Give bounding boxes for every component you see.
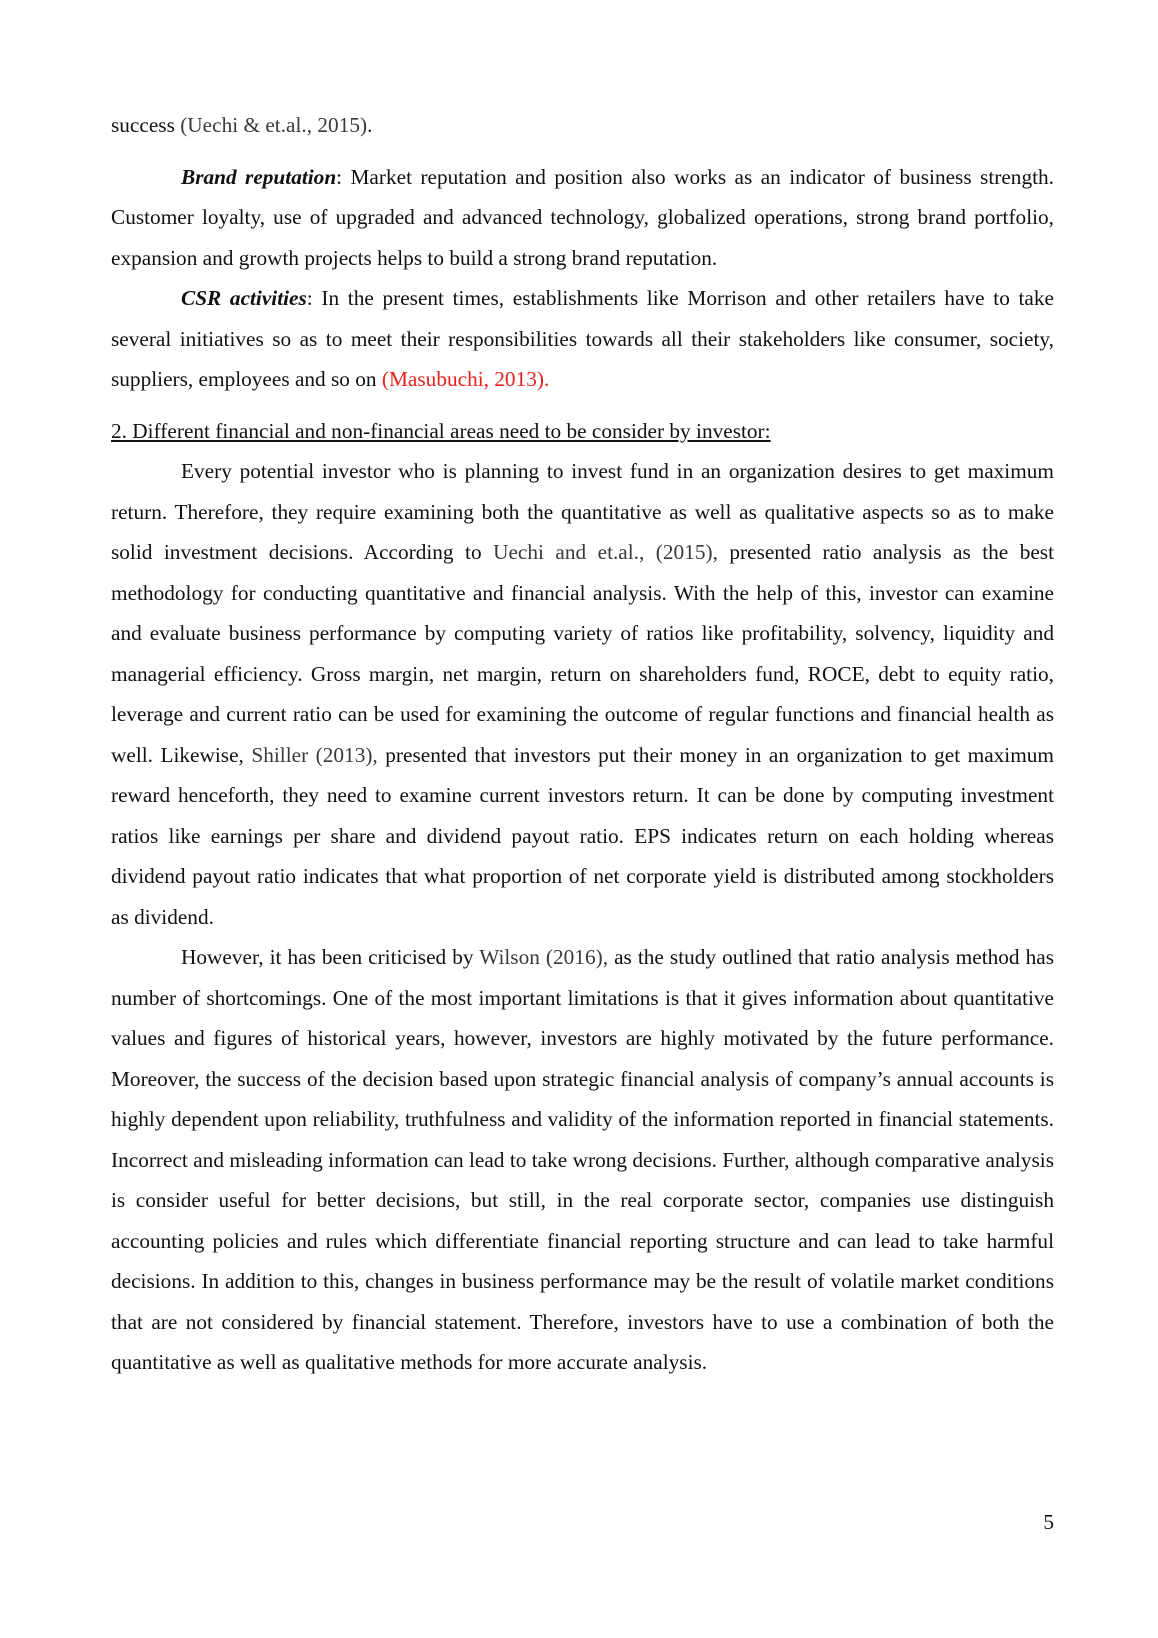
paragraph-continuation [111,105,1054,146]
paragraph-investor-analysis [111,451,1054,937]
paragraph-ratio-limitations [111,937,1054,1383]
paragraph-text: Every potential investor who is planning to invest fund in an organization desires to get maximum return. Therefore, they require examining both the quantitative as well as qualitative aspects so as to make solid investment decisions. According to [111,459,1054,564]
page-number: 5 [1043,1510,1054,1534]
citation: Shiller (2013), [251,742,378,767]
citation: Uechi and et.al., (2015), [493,540,718,564]
paragraph-text: presented that investors put their money in an organization to get maximum reward henceforth, they need to examine current investors return. It can be done by computing investment ratios like earnings per share and dividend payout ratio. EPS indicates return on each holding whereas dividend payout ratio indicates that what proportion of net corporate yield is distributed among stockholders as dividend. [111,742,1055,929]
paragraph-text: as the study outlined that ratio analysis method has number of shortcomings. One of the most important limitations is that it gives information about quantitative values and figures of historical years, however, investors are highly motivated by the future performance. Moreover, the success of the decision based upon strategic financial analysis of company’s annual accounts is highly dependent upon reliability, truthfulness and validity of the information reported in financial statements. Incorrect and misleading information can lead to take wrong decisions. Further, although comparative analysis is consider useful for better decisions, but still, in the real corporate sector, companies use distinguish accounting policies and rules which differentiate financial reporting structure and can lead to take harmful decisions. In addition to this, changes in business performance may be the result of volatile market conditions that are not considered by financial statement. Therefore, investors have to use a combination of both the quantitative as well as qualitative methods for more accurate analysis. [111,945,1055,1374]
citation: (Masubuchi, 2013). [381,367,550,391]
paragraph-text: . [367,113,373,137]
citation: Wilson (2016), [479,945,609,969]
paragraph-text: : Market reputation and position also works as an indicator of business strength. Customer loyalty, use of upgraded and advanced technology, globalized operations, strong brand portfolio, expansion and growth projects helps to build a strong brand reputation. [111,164,1054,270]
section-heading: 2. Different financial and non-financial areas need to be consider by investor: [111,418,771,443]
paragraph-text: success [111,113,181,137]
term-label: Brand reputation [181,164,337,189]
paragraph-csr-activities [111,278,1054,400]
document-page [111,105,1054,1383]
paragraph-brand-reputation [111,157,1054,279]
paragraph-text: However, it has been criticised by [181,945,480,969]
term-label: CSR activities [181,286,307,310]
paragraph-text: presented ratio analysis as the best methodology for conducting quantitative and financial analysis. With the help of this, investor can examine and evaluate business performance by computing variety of ratios like profitability, solvency, liquidity and managerial efficiency. Gross margin, net margin, return on shareholders fund, ROCE, debt to equity ratio, leverage and current ratio can be used for examining the outcome of regular functions and financial health as well. Likewise, [111,540,1055,767]
citation: (Uechi & et.al., 2015) [180,113,368,137]
paragraph-text: : In the present times, establishments like Morrison and other retailers have to take several initiatives so as to meet their responsibilities towards all their stakeholders like consumer, society, suppliers, employees and so on [111,286,1054,391]
